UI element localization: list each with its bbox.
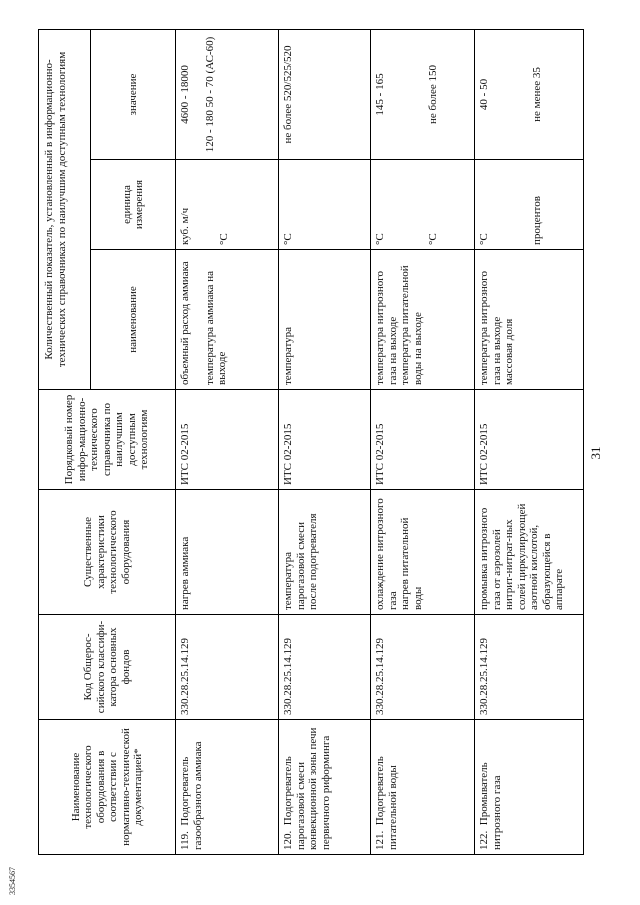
values-cell [371, 30, 475, 160]
indicator-name: массовая доля [503, 318, 515, 385]
okof-code: 330.28.25.14.129 [279, 615, 371, 720]
header-value: значение [91, 30, 176, 160]
header-equipment-name: Наименование технологического оборудования в соответствии с нормативно-технической документацией* [39, 720, 176, 855]
indicator-unit: процентов [530, 196, 543, 245]
equipment-name-cell [176, 720, 279, 855]
table-row [176, 30, 279, 855]
header-quantitative-indicator: Количественный показатель, установленный в информационно-технических справочниках по наилучшим доступным технологиям [39, 30, 91, 390]
okof-code: 330.28.25.14.129 [176, 615, 279, 720]
indicator-names-cell [176, 250, 279, 390]
equipment-name-cell [279, 720, 371, 855]
equipment-name-cell [475, 720, 584, 855]
row-number: 119. [179, 831, 191, 850]
indicator-unit: °С [374, 233, 386, 245]
characteristic: промывка нитрозного газа от аэрозолей нитрит-нитрат-ных солей циркулирующей азотной кислотой, образующейся в аппарате [475, 490, 584, 615]
indicator-name: температура нитрозного газа на выходе [478, 271, 503, 385]
indicator-value: не менее 35 [530, 67, 543, 122]
indicator-value: не более 520/525/520 [282, 45, 294, 144]
indicator-value: не более 150 [426, 65, 439, 124]
indicator-name: температура нитрозного газа на выходе [374, 271, 399, 385]
indicator-value: 145 - 165 [374, 73, 386, 116]
header-characteristics: Существенные характеристики технологического оборудования [39, 490, 176, 615]
equipment-table [38, 29, 584, 855]
characteristic: нагрев аммиака [176, 490, 279, 615]
header-okof-code: Код Общерос-сийского классифи-катора основных фондов [39, 615, 176, 720]
page-number: 31 [588, 446, 603, 460]
indicator-names-cell [475, 250, 584, 390]
row-number: 121. [374, 830, 386, 850]
indicator-unit: °С [478, 233, 490, 245]
indicator-names-cell [371, 250, 475, 390]
footer-code: 3354567 [8, 867, 17, 895]
equipment-name: Промыватель нитрозного газа [478, 762, 503, 850]
units-cell [176, 160, 279, 250]
okof-code: 330.28.25.14.129 [475, 615, 584, 720]
indicator-value: 120 - 180 50 - 70 (АС-60) [203, 36, 216, 153]
indicator-value: 40 - 50 [478, 78, 490, 111]
indicator-name: температура [282, 326, 294, 385]
units-cell [371, 160, 475, 250]
row-number: 120. [282, 830, 294, 850]
okof-code: 330.28.25.14.129 [371, 615, 475, 720]
characteristic: охлаждение нитрозного газа [374, 498, 399, 610]
units-cell [279, 160, 371, 250]
reference-number: ИТС 02-2015 [371, 390, 475, 490]
indicator-name: объемный расход аммиака [179, 261, 191, 385]
header-indicator-name: наименование [91, 250, 176, 390]
characteristic: нагрев питательной воды [399, 517, 424, 610]
values-cell [176, 30, 279, 160]
equipment-name: Подогреватель парогазовой смеси конвекционной зоны печи первичного риформинга [282, 727, 332, 850]
indicator-name: температура аммиака на выходе [203, 271, 228, 385]
equipment-name-cell [371, 720, 475, 855]
reference-number: ИТС 02-2015 [475, 390, 584, 490]
indicator-value: 4600 - 18000 [179, 65, 191, 124]
indicator-unit: °С [426, 233, 439, 245]
header-reference-number: Порядковый номер инфор-мационно-технического справочника по наилучшим доступным технологиям [39, 390, 176, 490]
indicator-unit: °С [282, 233, 294, 245]
indicator-names-cell [279, 250, 371, 390]
reference-number: ИТС 02-2015 [279, 390, 371, 490]
table-row [475, 30, 584, 855]
values-cell [279, 30, 371, 160]
indicator-unit: куб. м/ч [179, 207, 191, 245]
table-row [279, 30, 371, 855]
indicator-unit: °С [217, 233, 230, 245]
table-row [371, 30, 475, 855]
equipment-name: Подогреватель питательной воды [374, 756, 399, 850]
reference-number: ИТС 02-2015 [176, 390, 279, 490]
units-cell [475, 160, 584, 250]
header-unit: единица измерения [91, 160, 176, 250]
equipment-name: Подогреватель газообразного аммиака [179, 741, 204, 850]
characteristics-cell [371, 490, 475, 615]
row-number: 122. [478, 830, 490, 850]
characteristic: температура парогазовой смеси после подогревателя [279, 490, 371, 615]
indicator-name: температура питательной воды на выходе [399, 265, 424, 385]
values-cell [475, 30, 584, 160]
